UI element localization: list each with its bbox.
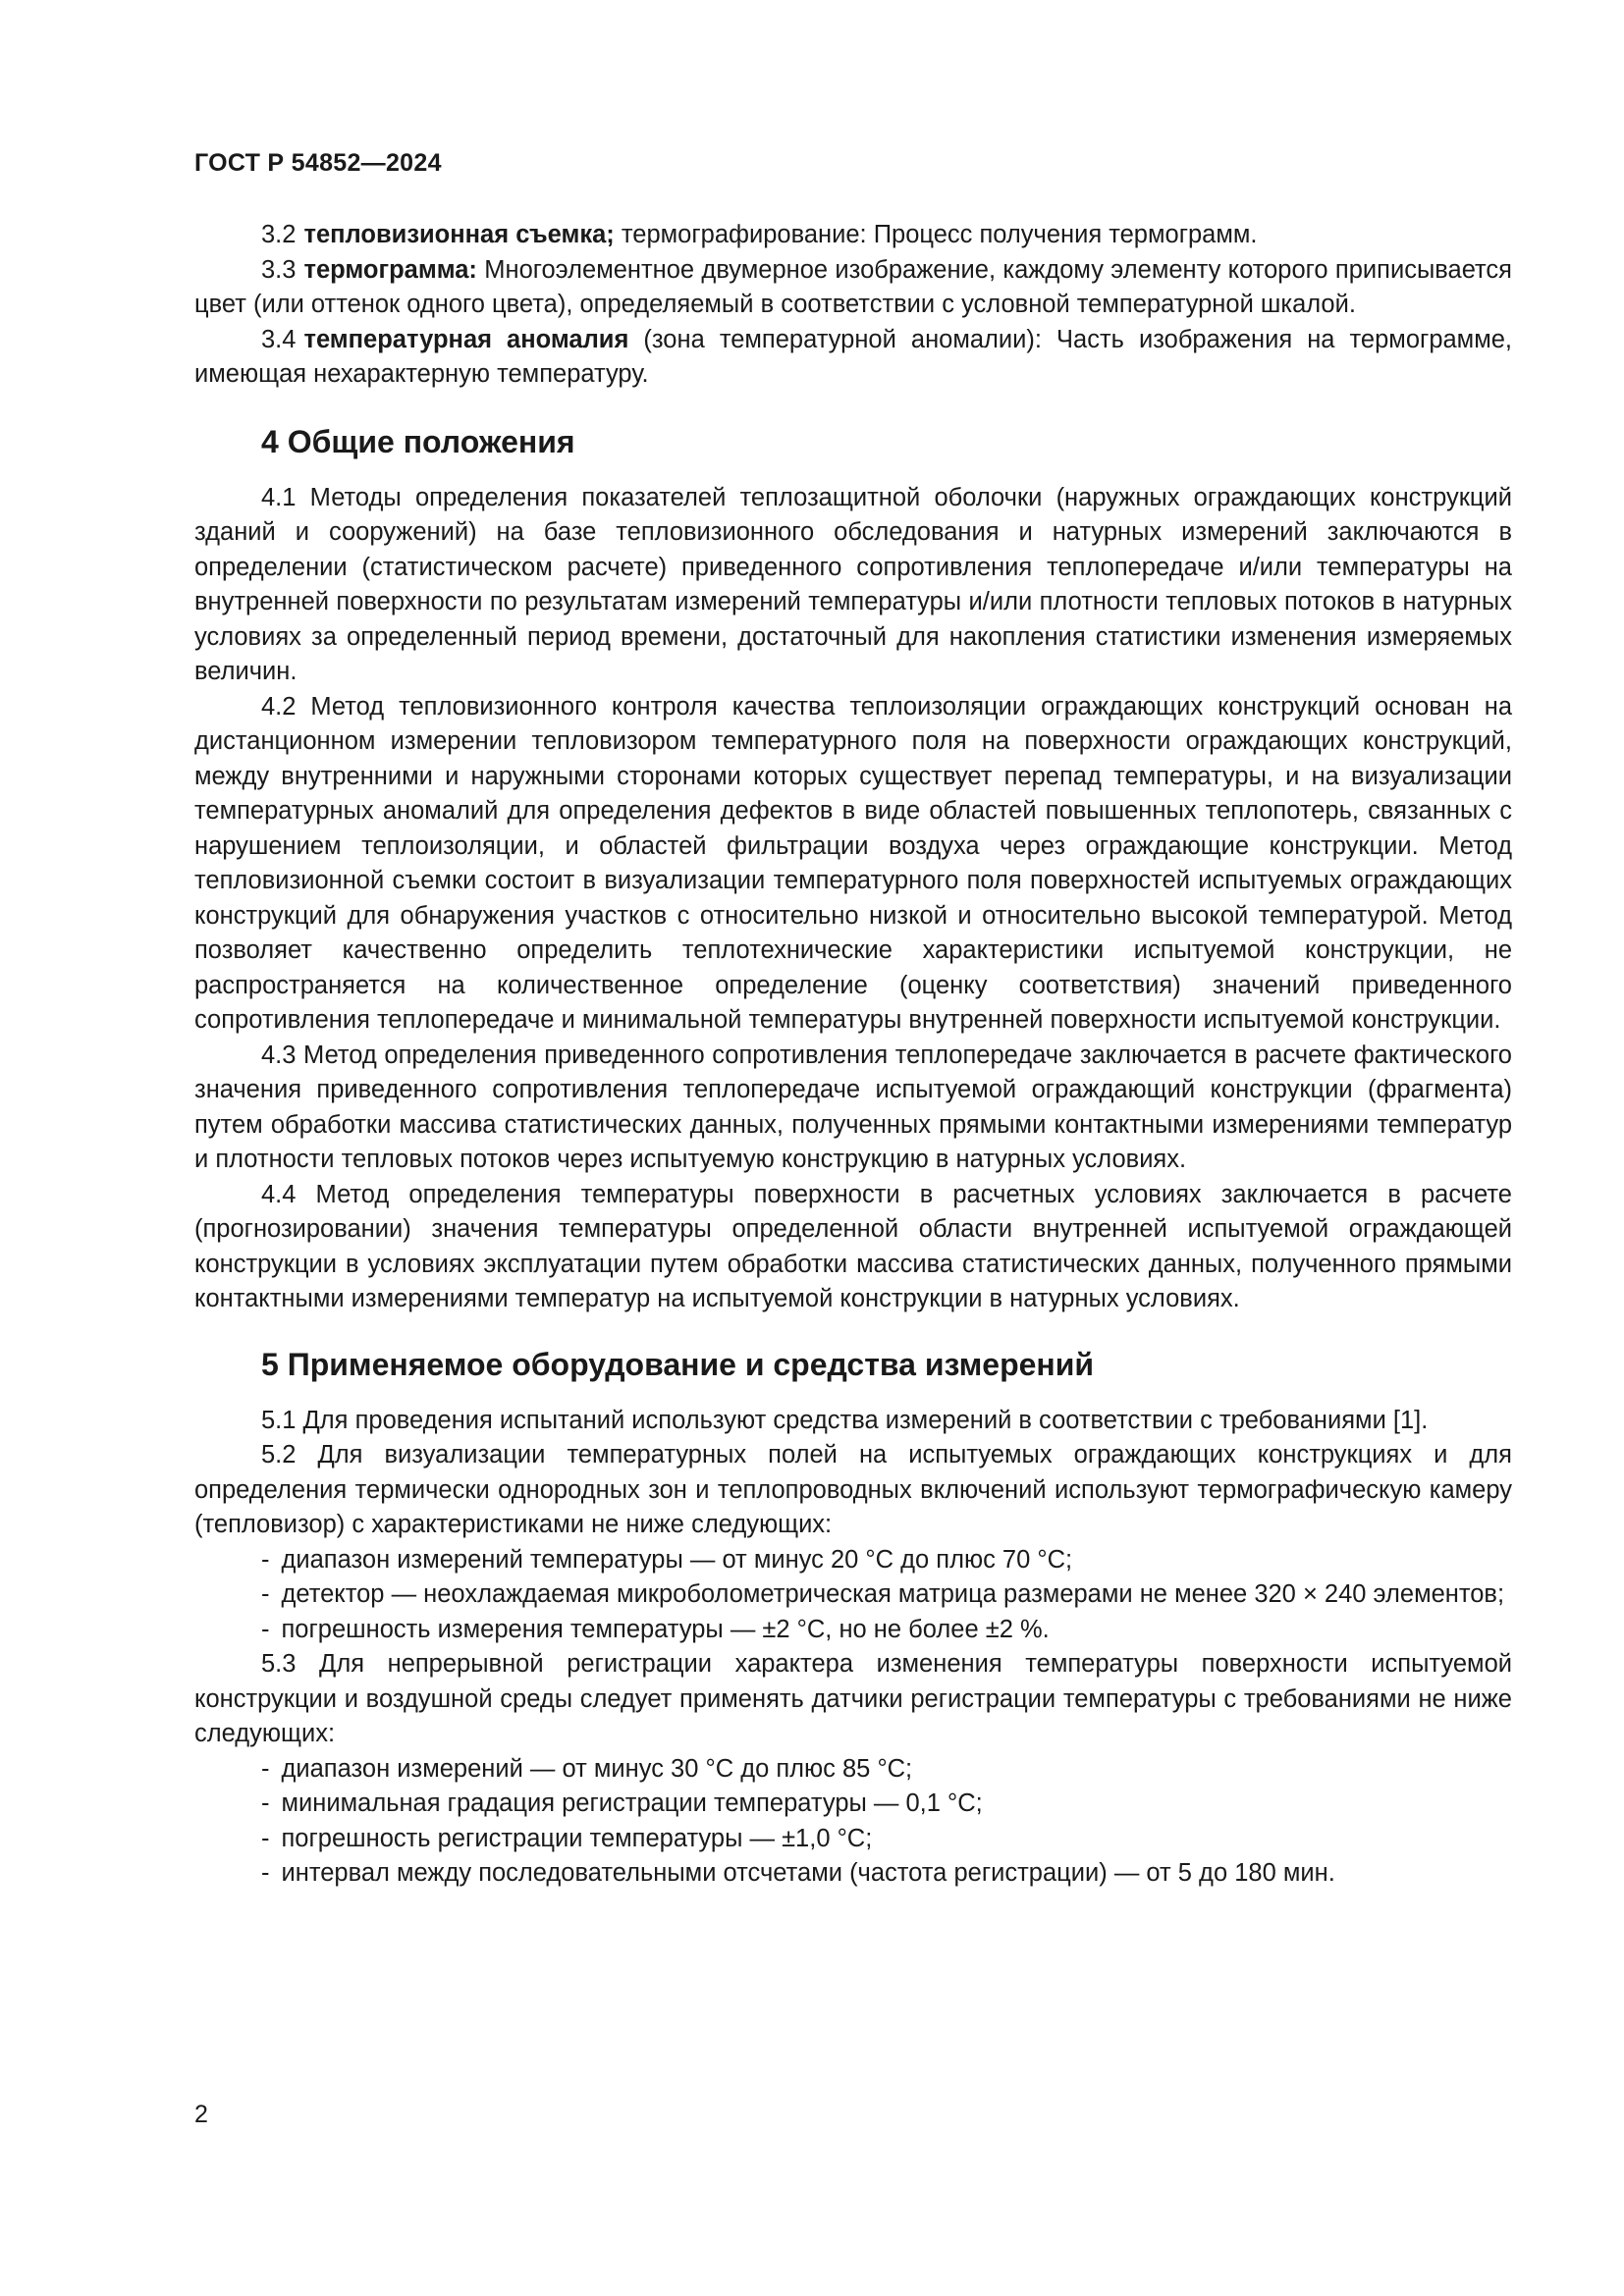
- paragraph-4-3: 4.3 Метод определения приведенного сопротивления теплопередаче заключается в расчете фактического значения приведенного сопротивления теплопередаче испытуемой ограждающий конструкции (фрагмента) путем обработки массива статистических данных, полученных прямыми контактными измерениями температур и плотности тепловых потоков через испытуемую конструкцию в натурных условиях.: [194, 1041, 1512, 1173]
- paragraph-5-3: 5.3 Для непрерывной регистрации характера изменения температуры поверхности испытуемой конструкции и воздушной среды следует применять датчики регистрации температуры с требованиями не ниже следующих:: [194, 1650, 1512, 1747]
- paragraph-4-1: 4.1 Методы определения показателей теплозащитной оболочки (наружных ограждающих конструкций зданий и сооружений) на базе тепловизионного обследования и натурных измерений заключаются в определении (статистическом расчете) приведенного сопротивления теплопередаче и/или температуры на внутренней поверхности по результатам измерений температуры и/или плотности тепловых потоков в натурных условиях за определенный период времени, достаточный для накопления статистики изменения измеряемых величин.: [194, 483, 1512, 685]
- term-number: 3.3: [261, 255, 297, 284]
- list-dash: -: [261, 1580, 270, 1608]
- term-3-3: [194, 253, 1512, 323]
- term-number: 3.2: [261, 221, 297, 248]
- list-item: [194, 1787, 1512, 1822]
- page-content: [194, 218, 1512, 1892]
- term-name: температурная аномалия: [303, 325, 629, 353]
- document-header: ГОСТ Р 54852—2024: [194, 149, 442, 177]
- page-number: 2: [194, 2101, 208, 2128]
- term-number: 3.4: [261, 325, 297, 353]
- list-item: [194, 1856, 1512, 1892]
- list-item-text: погрешность измерения температуры — ±2 °C, но не более ±2 %.: [281, 1615, 1050, 1643]
- term-definition: (зона температурной аномалии): Часть изображения на термограмме, имеющая нехарактерную температуру.: [194, 325, 1513, 388]
- term-definition: термографирование: Процесс получения термограмм.: [614, 221, 1258, 248]
- list-dash: -: [261, 1789, 270, 1817]
- list-dash: -: [261, 1859, 270, 1887]
- list-item-text: диапазон измерений — от минус 30 °C до плюс 85 °C;: [281, 1754, 913, 1783]
- section-4-title: 4 Общие положения: [261, 423, 575, 459]
- term-3-4: [194, 323, 1512, 393]
- list-item-text: погрешность регистрации температуры — ±1,0 °C;: [281, 1824, 873, 1852]
- list-item: [194, 1613, 1512, 1648]
- list-item: [194, 1752, 1512, 1788]
- list-dash: -: [261, 1754, 270, 1783]
- list-dash: -: [261, 1615, 270, 1643]
- paragraph-4-4: 4.4 Метод определения температуры поверхности в расчетных условиях заключается в расчете (прогнозировании) значения температуры определенной области внутренней испытуемой ограждающей конструкции в условиях эксплуатации путем обработки массива статистических данных, полученного прямыми контактными измерениями температур на испытуемой конструкции в натурных условиях.: [194, 1180, 1512, 1312]
- list-item: [194, 1822, 1512, 1857]
- paragraph-5-2: 5.2 Для визуализации температурных полей на испытуемых ограждающих конструкциях и для определения термически однородных зон и теплопроводных включений используют термографическую камеру (тепловизор) с характеристиками не ниже следующих:: [194, 1441, 1512, 1538]
- list-dash: -: [261, 1824, 270, 1852]
- paragraph-4-2: 4.2 Метод тепловизионного контроля качества теплоизоляции ограждающих конструкций основан на дистанционном измерении тепловизором температурного поля на поверхности ограждающих конструкций, между внутренними и наружными сторонами которых существует перепад температуры, и на визуализации температурных аномалий для определения дефектов в виде областей повышенных теплопотерь, связанных с нарушением теплоизоляции, и областей фильтрации воздуха через ограждающие конструкции. Метод тепловизионной съемки состоит в визуализации температурного поля поверхностей испытуемых ограждающих конструкций для обнаружения участков с относительно низкой и относительно высокой температурой. Метод позволяет качественно определить теплотехнические характеристики испытуемой конструкции, не распространяется на количественное определение (оценку соответствия) значений приведенного сопротивления теплопередаче и минимальной температуры внутренней поверхности испытуемой конструкции.: [194, 692, 1512, 1034]
- term-definition: Многоэлементное двумерное изображение, каждому элементу которого приписывается цвет (или оттенок одного цвета), определяемый в соответствии с условной температурной шкалой.: [194, 255, 1512, 318]
- list-item-text: интервал между последовательными отсчетами (частота регистрации) — от 5 до 180 мин.: [281, 1859, 1335, 1887]
- list-item-text: детектор — неохлаждаемая микроболометрическая матрица размерами не менее 320 × 240 элементов;: [281, 1580, 1505, 1608]
- term-name: тепловизионная съемка;: [303, 221, 615, 248]
- list-item-text: минимальная градация регистрации температуры — 0,1 °C;: [281, 1789, 983, 1817]
- list-item: [194, 1577, 1512, 1613]
- paragraph-5-1: 5.1 Для проведения испытаний используют средства измерений в соответствии с требованиями [1].: [261, 1406, 1429, 1434]
- list-item: [194, 1543, 1512, 1578]
- list-item-text: диапазон измерений температуры — от минус 20 °C до плюс 70 °C;: [281, 1545, 1073, 1574]
- term-name: термограмма:: [303, 255, 477, 284]
- section-5-title: 5 Применяемое оборудование и средства измерений: [261, 1346, 1095, 1382]
- list-dash: -: [261, 1545, 270, 1574]
- term-3-2: [194, 218, 1512, 253]
